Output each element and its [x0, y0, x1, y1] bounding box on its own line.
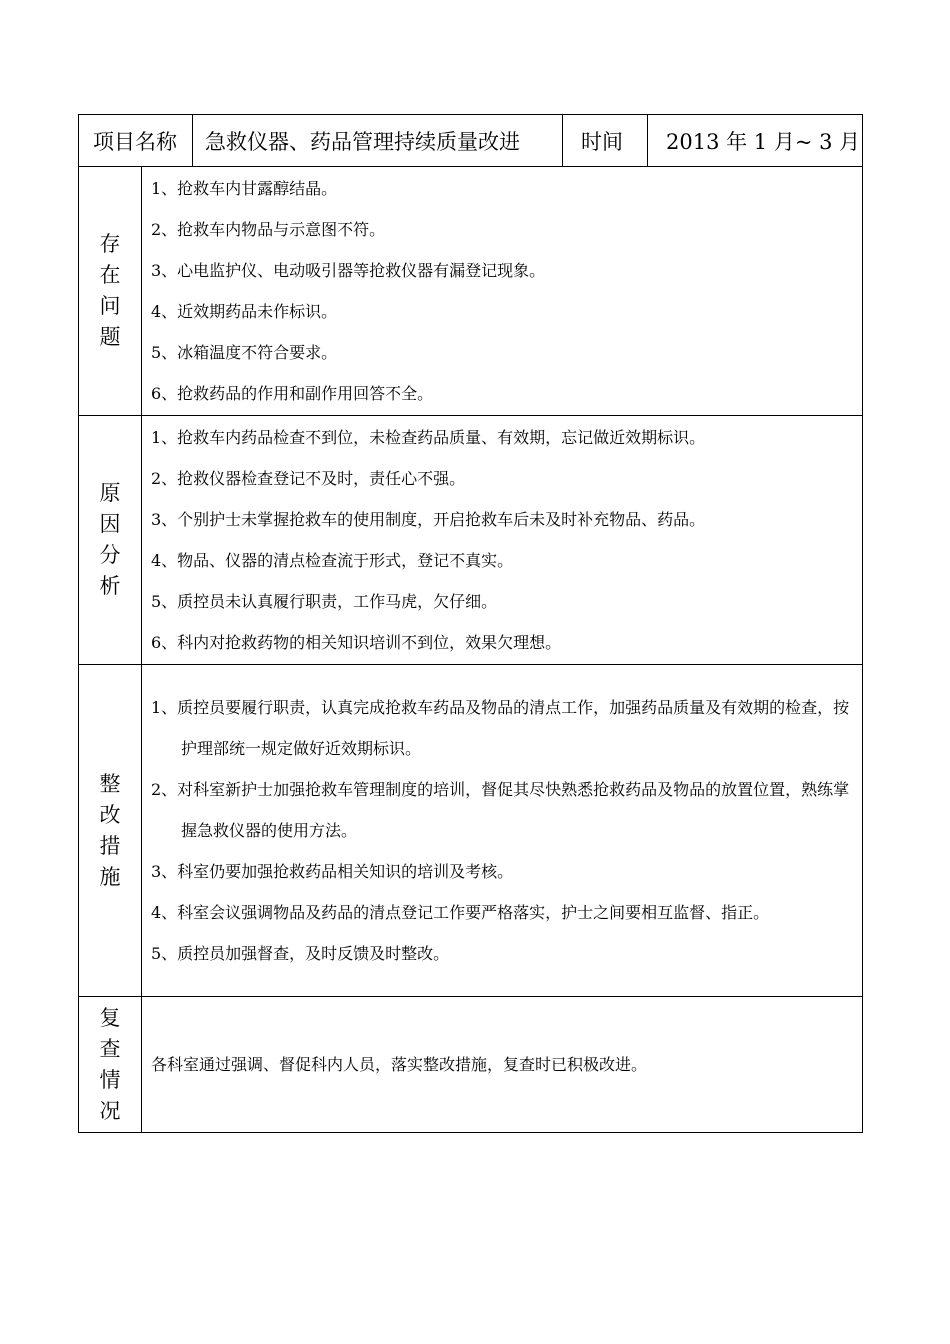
time-value: 2013 年 1 月~ 3 月 — [648, 115, 863, 167]
measure-item: 3、科室仍要加强抢救药品相关知识的培训及考核。 — [151, 862, 514, 881]
measures-content — [142, 665, 863, 997]
issue-item: 4、近效期药品未作标识。 — [151, 302, 338, 321]
review-row — [79, 997, 863, 1133]
cause-item: 5、质控员未认真履行职责，工作马虎，欠仔细。 — [151, 592, 498, 611]
cause-item: 1、抢救车内药品检查不到位，未检查药品质量、有效期，忘记做近效期标识。 — [151, 428, 706, 447]
header-row — [79, 115, 863, 167]
measure-item: 2、对科室新护士加强抢救车管理制度的培训，督促其尽快熟悉抢救药品及物品的放置位置，熟练掌握急救仪器的使用方法。 — [151, 780, 850, 840]
cause-item: 6、科内对抢救药物的相关知识培训不到位，效果欠理想。 — [151, 633, 562, 652]
cause-item: 4、物品、仪器的清点检查流于形式，登记不真实。 — [151, 551, 514, 570]
measure-item: 1、质控员要履行职责，认真完成抢救车药品及物品的清点工作，加强药品质量及有效期的检查，按护理部统一规定做好近效期标识。 — [151, 698, 850, 758]
issues-content — [142, 167, 863, 416]
project-name-label: 项目名称 — [79, 115, 193, 167]
review-content — [142, 997, 863, 1133]
issue-item: 3、心电监护仪、电动吸引器等抢救仪器有漏登记现象。 — [151, 261, 546, 280]
review-text: 各科室通过强调、督促科内人员，落实整改措施，复查时已积极改进。 — [151, 1055, 648, 1074]
issue-item: 1、抢救车内甘露醇结晶。 — [151, 179, 338, 198]
project-name-value: 急救仪器、药品管理持续质量改进 — [193, 115, 563, 167]
issue-item: 2、抢救车内物品与示意图不符。 — [151, 220, 386, 239]
cause-item: 3、个别护士未掌握抢救车的使用制度，开启抢救车后未及时补充物品、药品。 — [151, 510, 706, 529]
causes-row — [79, 416, 863, 665]
measure-item: 5、质控员加强督查，及时反馈及时整改。 — [151, 944, 450, 963]
time-label: 时间 — [563, 115, 648, 167]
measure-item: 4、科室会议强调物品及药品的清点登记工作要严格落实，护士之间要相互监督、指正。 — [151, 903, 770, 922]
review-label: 复 查 情 况 — [79, 997, 142, 1133]
quality-improvement-form — [78, 114, 863, 1133]
issues-label: 存 在 问 题 — [79, 167, 142, 416]
causes-label: 原 因 分 析 — [79, 416, 142, 665]
measures-label: 整 改 措 施 — [79, 665, 142, 997]
issue-item: 6、抢救药品的作用和副作用回答不全。 — [151, 384, 434, 403]
cause-item: 2、抢救仪器检查登记不及时，责任心不强。 — [151, 469, 466, 488]
measures-row — [79, 665, 863, 997]
causes-content — [142, 416, 863, 665]
issue-item: 5、冰箱温度不符合要求。 — [151, 343, 338, 362]
issues-row — [79, 167, 863, 416]
